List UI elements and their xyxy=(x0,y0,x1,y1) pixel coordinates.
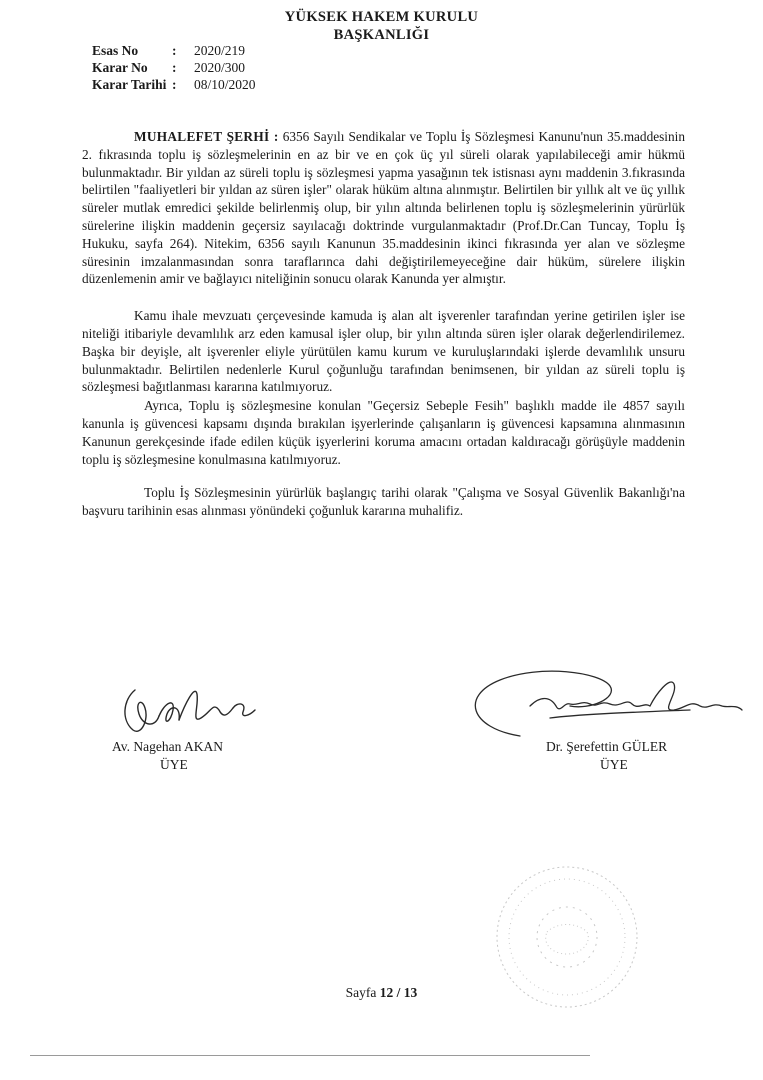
signatory-left-title: ÜYE xyxy=(160,757,188,772)
page-label: Sayfa xyxy=(345,985,380,1000)
signatory-right-title: ÜYE xyxy=(600,757,628,772)
paragraph-2: Kamu ihale mevzuatı çerçevesinde kamuda iş alan alt işverenler tarafından yerine getirilen işler ise niteliği itibariyle devamlılık arz eden kamusal işler olup, bir yılın altında süren işler olarak değerlendirilemez. Başka bir deyişle, alt işverenler eliyle yürütülen kamu kurum ve kuruluşlarındaki işlerde devamlılık unsuru bulunmaktadır. Belirtilen nedenlerle Kurul çoğunluğu tarafından benimsenen, bir yıldan az süreli toplu iş sözleşmesi bağıtlanması kararına katılmıyoruz. xyxy=(82,308,685,395)
case-meta xyxy=(92,42,256,93)
meta-row-karar-no xyxy=(92,59,256,76)
paragraph-4: Toplu İş Sözleşmesinin yürürlük başlangıç tarihi olarak "Çalışma ve Sosyal Güvenlik Bakanlığı'na başvuru tarihinin esas alınması yönündeki çoğunluk kararına muhalifiz. xyxy=(82,485,685,519)
meta-row-karar-tarihi xyxy=(92,76,256,93)
paragraph-1-text: 6356 Sayılı Sendikalar ve Toplu İş Sözleşmesi Kanunu'nun 35.maddesinin 2. fıkrasında toplu iş sözleşmelerinin en az bir ve en çok üç yıl süreli olarak yapılabileceği amir hükmü bulunmaktadır. Bir yıldan az süreli toplu iş sözleşmesi yapma yasağının tek istisnası aynı maddenin 3.fıkrasında belirtilen "faaliyetleri bir yıldan az süren işler" olarak hüküm altına alınmıştır. Belirtilen bir yıllık alt ve üç yıllık süreler mutlak emredici şekilde belirlenmiş olup, bir yılın altında belirlenen toplu iş sözleşmelerinin yürürlük sürelerine ilişkin maddenin geçersiz sayılacağı doktrinde vurgulanmaktadır (Prof.Dr.Can Tuncay, Toplu İş Hukuku, sayfa 264). Nitekim, 6356 sayılı Kanunun 35.maddesinin ikinci fıkrasında yer alan ve sözleşme süresinin imzalanmasından sonra taraflarınca dahi değiştirilemeyeceğine dair hüküm, sürelere ilişkin düzenlemenin amir ve bağlayıcı niteliğinin sonucu olarak Kanunda yer almıştır. xyxy=(82,129,685,287)
paragraph-1 xyxy=(82,128,685,288)
bottom-divider xyxy=(30,1055,590,1056)
meta-label: Esas No xyxy=(92,43,139,58)
signature-block xyxy=(0,688,763,798)
signature-left-image xyxy=(115,680,265,740)
meta-colon: : xyxy=(172,43,177,58)
meta-value: 2020/219 xyxy=(194,43,246,58)
document-header xyxy=(0,8,763,44)
meta-value: 2020/300 xyxy=(194,60,246,75)
meta-label: Karar No xyxy=(92,60,148,75)
page-number: 12 / 13 xyxy=(379,985,418,1000)
signatory-left-name: Av. Nagehan AKAN xyxy=(112,739,223,754)
meta-row-esas-no xyxy=(92,42,256,59)
meta-value: 08/10/2020 xyxy=(194,77,256,92)
dissent-body xyxy=(82,128,685,520)
meta-colon: : xyxy=(172,77,177,92)
page-footer xyxy=(0,985,763,1001)
institution-subtitle: BAŞKANLIĞI xyxy=(333,27,430,43)
meta-label: Karar Tarihi xyxy=(92,77,167,92)
paragraph-3: Ayrıca, Toplu iş sözleşmesine konulan "Geçersiz Sebeple Fesih" başlıklı madde ile 4857 sayılı kanunla iş güvencesi kapsamı dışında bırakılan işyerlerinde çalışanların iş güvencesi kapsamına alınmasının Kanunun gerekçesinde ifade edilen küçük işyerlerini koruma amacını ortadan kaldıracağı görüşüyle maddenin toplu iş sözleşmesine konulmasına katılmıyoruz. xyxy=(82,398,685,467)
signature-right-image xyxy=(460,666,750,746)
dissent-heading: MUHALEFET ŞERHİ : xyxy=(134,129,279,144)
signatory-right-name: Dr. Şerefettin GÜLER xyxy=(546,739,668,754)
institution-name: YÜKSEK HAKEM KURULU xyxy=(284,9,479,25)
meta-colon: : xyxy=(172,60,177,75)
